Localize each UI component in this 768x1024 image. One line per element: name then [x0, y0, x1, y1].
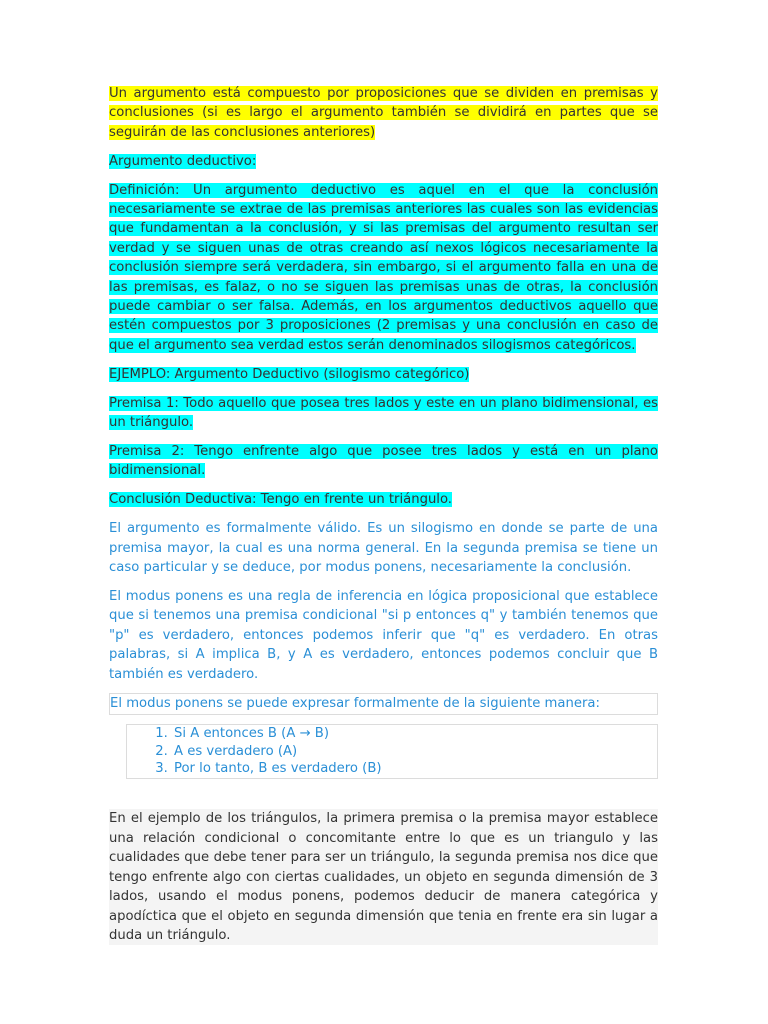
deductive-conclusion — [109, 490, 658, 509]
example-heading-text: EJEMPLO: Argumento Deductivo (silogismo categórico) — [109, 366, 470, 382]
intro-paragraph — [109, 84, 658, 142]
list-item: 3. Por lo tanto, B es verdadero (B) — [172, 760, 657, 778]
premise-1 — [109, 394, 658, 433]
intro-text: Un argumento está compuesto por proposiciones que se dividen en premisas y conclusiones (si es largo el argumento también se dividirá en partes que se seguirán de las conclusiones anteriores) — [109, 86, 658, 140]
formal-expression-intro: El modus ponens se puede expresar formalmente de la siguiente manera: — [109, 693, 658, 715]
definition-text: Definición: Un argumento deductivo es aquel en el que la conclusión necesariamente se extrae de las premisas anteriores las cuales son las evidencias que fundamentan a la conclusión, y si las premisas del argumento resultan ser verdad y se siguen unas de otras creando así nexos lógicos necesariamente la conclusión siempre será verdadera, sin embargo, si el argumento falla en una de las premisas, es falaz, o no se siguen las premisas unas de otras, la conclusión puede cambiar o ser falsa. Además, en los argumentos deductivos aquello que estén compuestos por 3 proposiciones (2 premisas y una conclusión en caso de que el argumento sea verdad estos serán denominados silogismos categóricos. — [109, 182, 658, 353]
modus-ponens-paragraph: El modus ponens es una regla de inferencia en lógica proposicional que establece que si tenemos una premisa condicional "si p entonces q" y también tenemos que "p" es verdadero, entonces podemos inferir que "q" es verdadero. En otras palabras, si A implica B, y A es verdadero, entonces podemos concluir que B también es verdadero. — [109, 588, 658, 682]
document-page — [109, 84, 658, 955]
conclusion-text: Conclusión Deductiva: Tengo en frente un triángulo. — [109, 492, 452, 508]
final-paragraph: En el ejemplo de los triángulos, la primera premisa o la premisa mayor establece una relación condicional o concomitante entre lo que es un triangulo y las cualidades que debe tener para ser un triángulo, la segunda premisa nos dice que tengo enfrente algo con ciertas cualidades, un objeto en segunda dimensión de 3 lados, usando el modus ponens, podemos deducir de manera categórica y apodíctica que el objeto en segunda dimensión que tenia en frente era sin lugar a duda un triángulo. — [109, 809, 658, 945]
definition-paragraph — [109, 181, 658, 356]
deductive-heading-text: Argumento deductivo: — [109, 153, 257, 169]
example-heading — [109, 365, 658, 384]
premise-1-text: Premisa 1: Todo aquello que posea tres lados y este en un plano bidimensional, es un triángulo. — [109, 395, 658, 431]
deductive-heading — [109, 152, 658, 171]
list-item: 1. Si A entonces B (A → B) — [172, 725, 657, 743]
validity-paragraph: El argumento es formalmente válido. Es un silogismo en donde se parte de una premisa mayor, la cual es una norma general. En la segunda premisa se tiene un caso particular y se deduce, por modus ponens, necesariamente la conclusión. — [109, 521, 658, 576]
list-item: 2. A es verdadero (A) — [172, 743, 657, 761]
premise-2-text: Premisa 2: Tengo enfrente algo que posee tres lados y está en un plano bidimensional. — [109, 444, 658, 479]
modus-ponens-list — [127, 725, 657, 778]
premise-2 — [109, 442, 658, 481]
modus-ponens-list-box — [126, 724, 658, 779]
